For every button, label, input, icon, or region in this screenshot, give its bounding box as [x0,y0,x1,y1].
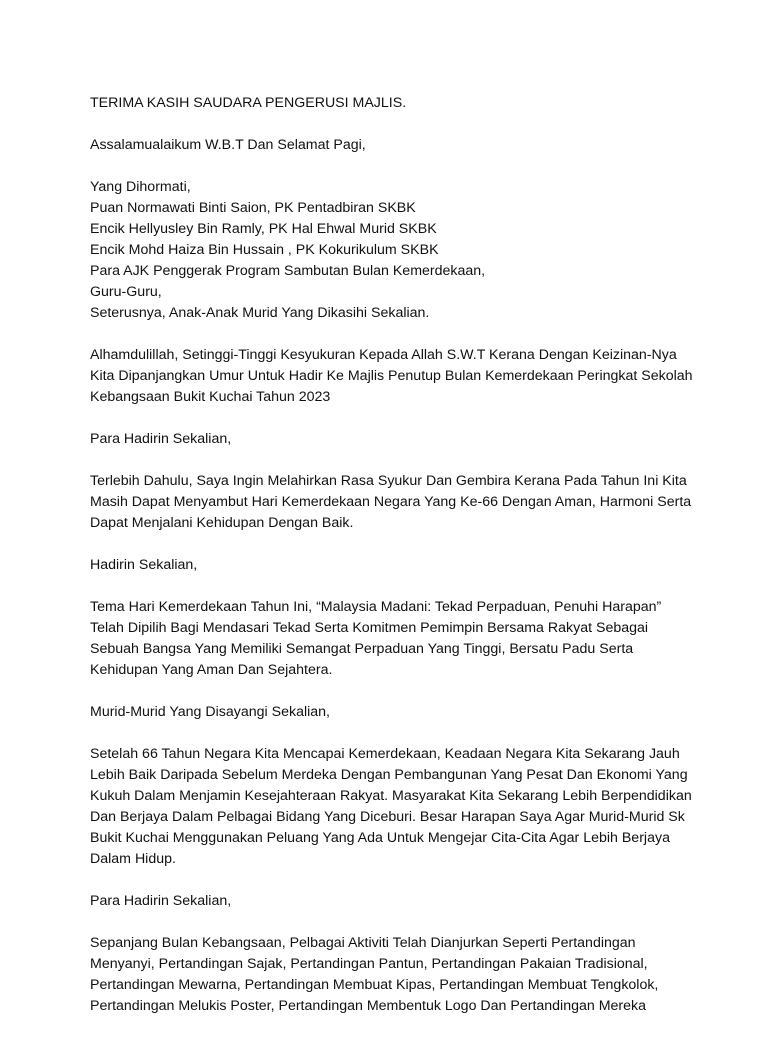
address-text: Para Hadirin Sekalian, [90,893,232,909]
paragraph-line: Lebih Baik Daripada Sebelum Merdeka Dengan Pembangunan Yang Pesat Dan Ekonomi Yang [90,767,688,783]
paragraph-progress [90,744,730,870]
paragraph-line: Kita Dipanjangkan Umur Untuk Hadir Ke Majlis Penutup Bulan Kemerdekaan Peringkat Sekolah [90,368,693,384]
speech-document [90,93,730,1038]
address-line [90,555,730,576]
paragraph-gratitude [90,345,730,408]
honorific-line: Encik Hellyusley Bin Ramly, PK Hal Ehwal Murid SKBK [90,221,437,237]
address-text: Murid-Murid Yang Disayangi Sekalian, [90,704,330,720]
paragraph-line: Kebangsaan Bukit Kuchai Tahun 2023 [90,389,331,405]
paragraph-line: Alhamdulillah, Setinggi-Tinggi Kesyukuran Kepada Allah S.W.T Kerana Dengan Keizinan-Nya [90,347,677,363]
paragraph-line: Dalam Hidup. [90,851,176,867]
address-line [90,429,730,450]
paragraph-line: Pertandingan Mewarna, Pertandingan Membuat Kipas, Pertandingan Membuat Tengkolok, [90,977,659,993]
opening-text: TERIMA KASIH SAUDARA PENGERUSI MAJLIS. [90,95,407,111]
honorific-line: Guru-Guru, [90,284,162,300]
honorific-line: Yang Dihormati, [90,179,191,195]
paragraph-line: Tema Hari Kemerdekaan Tahun Ini, “Malaysia Madani: Tekad Perpaduan, Penuhi Harapan” [90,599,662,615]
paragraph-line: Telah Dipilih Bagi Mendasari Tekad Serta Komitmen Pemimpin Bersama Rakyat Sebagai [90,620,649,636]
paragraph-activities [90,933,730,1017]
paragraph-line: Bukit Kuchai Menggunakan Peluang Yang Ada Untuk Mengejar Cita-Cita Agar Lebih Berjaya [90,830,670,846]
address-text: Hadirin Sekalian, [90,557,198,573]
paragraph-line: Menyanyi, Pertandingan Sajak, Pertandingan Pantun, Pertandingan Pakaian Tradisional, [90,956,648,972]
greeting [90,135,730,156]
paragraph-line: Sepanjang Bulan Kebangsaan, Pelbagai Aktiviti Telah Dianjurkan Seperti Pertandingan [90,935,636,951]
paragraph-line: Terlebih Dahulu, Saya Ingin Melahirkan Rasa Syukur Dan Gembira Kerana Pada Tahun Ini Kita [90,473,687,489]
paragraph-line: Kehidupan Yang Aman Dan Sejahtera. [90,662,333,678]
greeting-text: Assalamualaikum W.B.T Dan Selamat Pagi, [90,137,366,153]
address-line [90,891,730,912]
opening-line [90,93,730,114]
address-line [90,702,730,723]
honorifics-list [90,177,730,324]
paragraph-line: Masih Dapat Menyambut Hari Kemerdekaan Negara Yang Ke-66 Dengan Aman, Harmoni Serta [90,494,692,510]
honorific-line: Puan Normawati Binti Saion, PK Pentadbiran SKBK [90,200,416,216]
paragraph-theme [90,597,730,681]
paragraph-line: Setelah 66 Tahun Negara Kita Mencapai Kemerdekaan, Keadaan Negara Kita Sekarang Jauh [90,746,680,762]
paragraph-independence [90,471,730,534]
honorific-line: Encik Mohd Haiza Bin Hussain , PK Kokurikulum SKBK [90,242,439,258]
paragraph-line: Dapat Menjalani Kehidupan Dengan Baik. [90,515,354,531]
honorific-line: Seterusnya, Anak-Anak Murid Yang Dikasihi Sekalian. [90,305,430,321]
paragraph-line: Pertandingan Melukis Poster, Pertandingan Membentuk Logo Dan Pertandingan Mereka [90,998,647,1014]
paragraph-line: Kukuh Dalam Menjamin Kesejahteraan Rakyat. Masyarakat Kita Sekarang Lebih Berpendidikan [90,788,692,804]
honorific-line: Para AJK Penggerak Program Sambutan Bulan Kemerdekaan, [90,263,486,279]
address-text: Para Hadirin Sekalian, [90,431,232,447]
paragraph-line: Sebuah Bangsa Yang Memiliki Semangat Perpaduan Yang Tinggi, Bersatu Padu Serta [90,641,634,657]
paragraph-line: Dan Berjaya Dalam Pelbagai Bidang Yang Diceburi. Besar Harapan Saya Agar Murid-Murid Sk [90,809,685,825]
